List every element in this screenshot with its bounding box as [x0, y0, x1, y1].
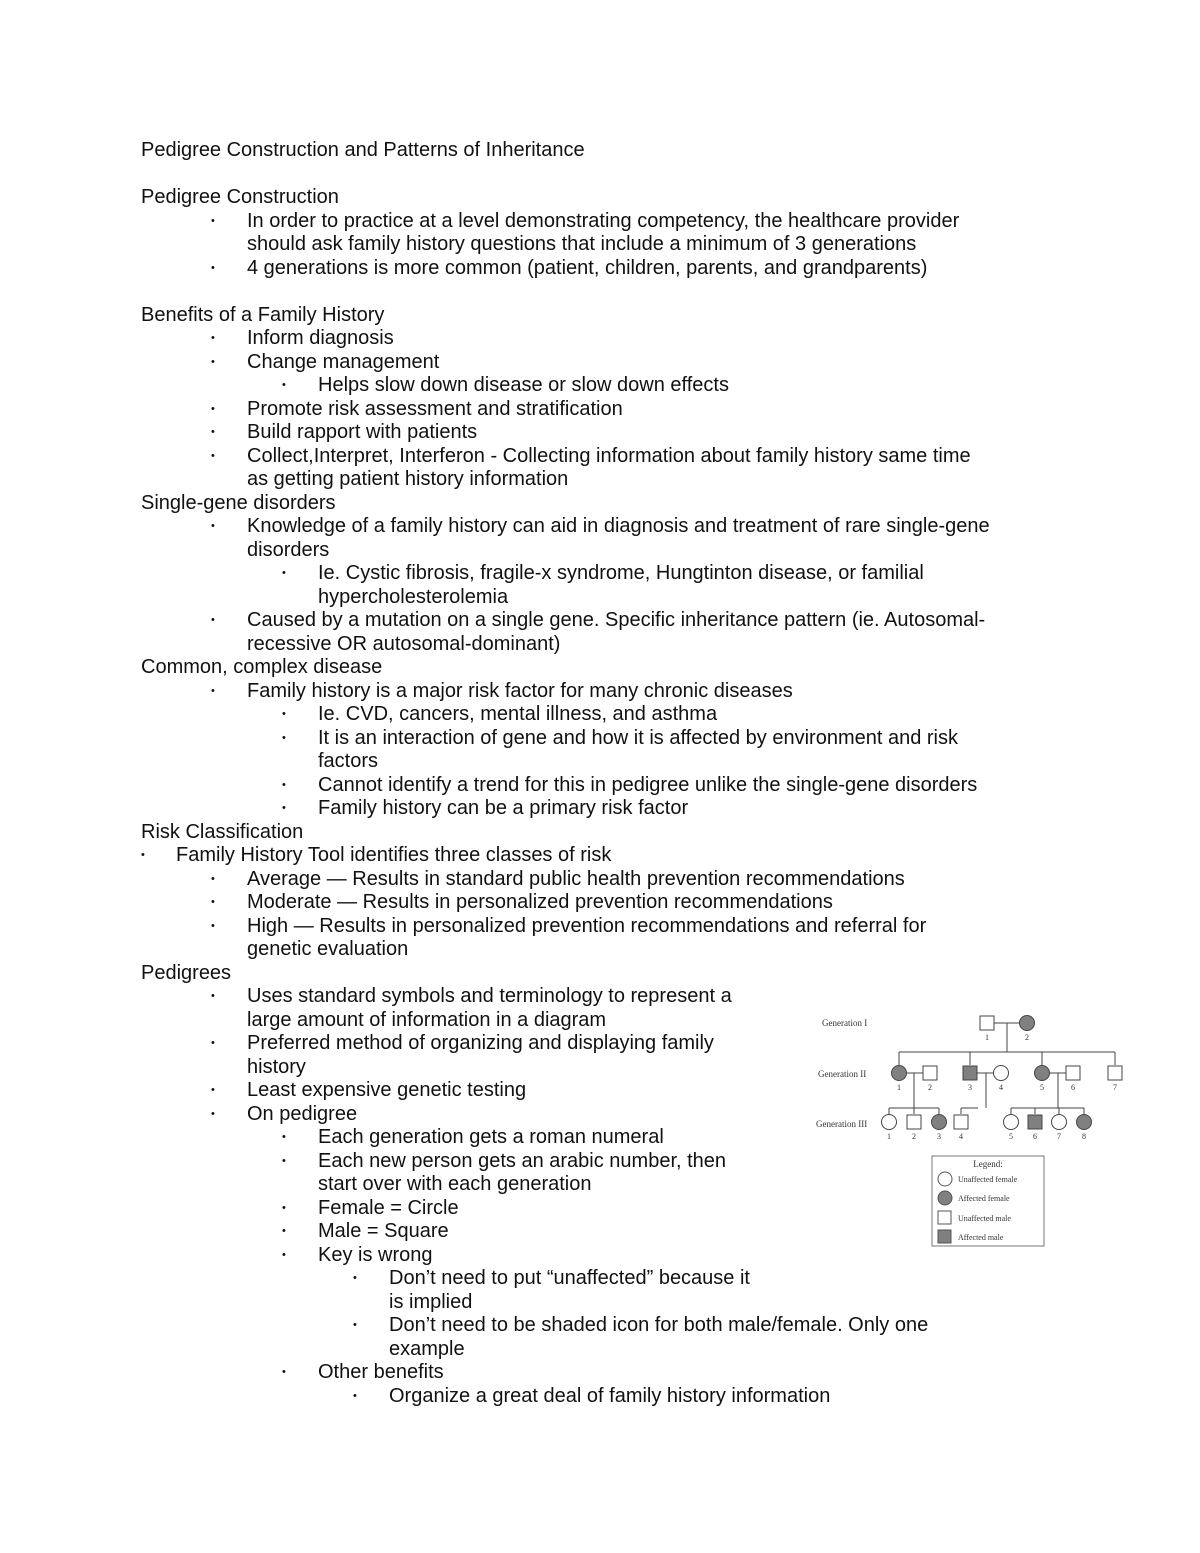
bullet-continuation: should ask family history questions that include a minimum of 3 generations: [247, 233, 917, 255]
unaffected-female-symbol: [994, 1066, 1009, 1081]
person-number: 3: [968, 1083, 972, 1092]
unaffected-male-symbol: [1108, 1066, 1122, 1080]
bullet-item: • Uses standard symbols and terminology to represent a: [141, 985, 1101, 1009]
bullet-item: • Build rapport with patients: [141, 421, 1101, 445]
affected-male-symbol: [1028, 1115, 1042, 1129]
bullet-item: • Preferred method of organizing and displaying family: [141, 1032, 1101, 1056]
sub-bullet-item: • Female = Circle: [141, 1197, 1101, 1221]
person-number: 1: [985, 1033, 989, 1042]
affected-male-symbol: [938, 1230, 951, 1243]
person-number: 5: [1040, 1083, 1044, 1092]
legend-label: Unaffected female: [958, 1175, 1018, 1184]
bullet-item: • Family History Tool identifies three classes of risk: [141, 844, 1101, 868]
section-heading-single-gene: Single-gene disorders: [141, 491, 336, 514]
generation-label: Generation I: [822, 1018, 868, 1028]
section-heading-common-complex: Common, complex disease: [141, 656, 383, 678]
sub-bullet-item: • Cannot identify a trend for this in pedigree unlike the single-gene disorders: [141, 774, 1101, 798]
sub-sub-bullet-item: • Don’t need to put “unaffected” because it: [141, 1267, 1101, 1291]
person-number: 1: [887, 1132, 891, 1141]
person-number: 2: [928, 1083, 932, 1092]
legend-label: Affected female: [958, 1194, 1010, 1203]
person-number: 4: [999, 1083, 1003, 1092]
unaffected-female-symbol: [1052, 1115, 1067, 1130]
person-number: 6: [1033, 1132, 1037, 1141]
unaffected-female-symbol: [1004, 1115, 1019, 1130]
sub-sub-bullet-continuation: example: [389, 1337, 465, 1360]
unaffected-male-symbol: [954, 1115, 968, 1129]
bullet-item: • Collect,Interpret, Interferon - Collecting information about family history same time: [141, 445, 1101, 469]
sub-bullet-item: • High — Results in personalized prevention recommendations and referral for: [141, 915, 1101, 939]
generation-label: Generation III: [816, 1119, 868, 1129]
generation-label: Generation II: [818, 1069, 867, 1079]
bullet-item: • Least expensive genetic testing: [141, 1079, 1101, 1103]
pedigree-figure: [808, 1004, 1138, 1254]
person-number: 7: [1057, 1132, 1061, 1141]
bullet-continuation: as getting patient history information: [247, 468, 569, 490]
sub-bullet-item: • Male = Square: [141, 1220, 1101, 1244]
legend-title: Legend:: [973, 1159, 1003, 1169]
affected-female-symbol: [1077, 1115, 1092, 1130]
sub-bullet-continuation: hypercholesterolemia: [318, 585, 509, 608]
bullet-continuation: history: [247, 1055, 306, 1078]
sub-bullet-item: • Helps slow down disease or slow down effects: [141, 374, 1101, 398]
unaffected-male-symbol: [938, 1211, 951, 1224]
sub-sub-bullet-item: • Don’t need to be shaded icon for both male/female. Only one: [141, 1314, 1101, 1338]
affected-female-symbol: [938, 1191, 952, 1205]
unaffected-female-symbol: [938, 1172, 952, 1186]
bullet-item: • Promote risk assessment and stratification: [141, 398, 1101, 422]
section-heading-pedigrees: Pedigrees: [141, 961, 232, 984]
bullet-continuation: recessive OR autosomal-dominant): [247, 632, 561, 655]
legend-label: Affected male: [958, 1233, 1004, 1242]
person-number: 3: [937, 1132, 941, 1141]
sub-sub-bullet-continuation: is implied: [389, 1290, 473, 1313]
person-number: 2: [1025, 1033, 1029, 1042]
sub-bullet-item: • Each new person gets an arabic number, then: [141, 1150, 1101, 1174]
bullet-continuation: large amount of information in a diagram: [247, 1008, 607, 1031]
person-number: 1: [897, 1083, 901, 1092]
affected-male-symbol: [963, 1066, 977, 1080]
spacer: [141, 163, 1101, 187]
affected-female-symbol: [932, 1115, 947, 1130]
person-number: 5: [1009, 1132, 1013, 1141]
bullet-item: • Change management: [141, 351, 1101, 375]
unaffected-male-symbol: [1066, 1066, 1080, 1080]
bullet-continuation: disorders: [247, 538, 330, 561]
bullet-item: • Caused by a mutation on a single gene. Specific inheritance pattern (ie. Autosomal-: [141, 609, 1101, 633]
person-number: 4: [959, 1132, 963, 1141]
bullet-item: • 4 generations is more common (patient, children, parents, and grandparents): [141, 257, 1101, 281]
spacer: [141, 280, 1101, 304]
sub-bullet-item: • Ie. Cystic fibrosis, fragile-x syndrome, Hungtinton disease, or familial: [141, 562, 1101, 586]
sub-bullet-item: • Moderate — Results in personalized prevention recommendations: [141, 891, 1101, 915]
person-number: 6: [1071, 1083, 1075, 1092]
bullet-item: • Knowledge of a family history can aid in diagnosis and treatment of rare single-gene: [141, 515, 1101, 539]
affected-female-symbol: [1035, 1066, 1050, 1081]
sub-bullet-item: • Average — Results in standard public health prevention recommendations: [141, 868, 1101, 892]
pedigree-legend: [932, 1156, 1044, 1246]
bullet-item: • On pedigree: [141, 1103, 1101, 1127]
page-title: Pedigree Construction and Patterns of Inheritance: [141, 139, 585, 161]
bullet-item: • Family history is a major risk factor for many chronic diseases: [141, 680, 1101, 704]
unaffected-male-symbol: [923, 1066, 937, 1080]
sub-bullet-continuation: factors: [318, 750, 379, 772]
unaffected-male-symbol: [907, 1115, 921, 1129]
sub-bullet-item: • It is an interaction of gene and how it is affected by environment and risk: [141, 727, 1101, 751]
affected-female-symbol: [892, 1066, 907, 1081]
sub-bullet-item: • Key is wrong: [141, 1244, 1101, 1268]
sub-bullet-continuation: start over with each generation: [318, 1173, 592, 1195]
sub-bullet-item: • Family history can be a primary risk factor: [141, 797, 1101, 821]
affected-female-symbol: [1020, 1016, 1035, 1031]
person-number: 2: [912, 1132, 916, 1141]
unaffected-female-symbol: [882, 1115, 897, 1130]
sub-bullet-item: • Each generation gets a roman numeral: [141, 1126, 1101, 1150]
sub-bullet-item: • Other benefits: [141, 1361, 1101, 1385]
sub-sub-bullet-item: • Organize a great deal of family history information: [141, 1385, 1101, 1409]
sub-bullet-continuation: genetic evaluation: [247, 938, 409, 960]
person-number: 7: [1113, 1083, 1117, 1092]
bullet-item: • Inform diagnosis: [141, 327, 1101, 351]
section-heading-pedigree-construction: Pedigree Construction: [141, 186, 339, 208]
person-number: 8: [1082, 1132, 1086, 1141]
bullet-item: • In order to practice at a level demonstrating competency, the healthcare provider: [141, 210, 1101, 234]
sub-bullet-item: • Ie. CVD, cancers, mental illness, and asthma: [141, 703, 1101, 727]
section-heading-risk: Risk Classification: [141, 820, 304, 843]
unaffected-male-symbol: [980, 1016, 994, 1030]
legend-label: Unaffected male: [958, 1214, 1011, 1223]
section-heading-benefits: Benefits of a Family History: [141, 303, 385, 326]
